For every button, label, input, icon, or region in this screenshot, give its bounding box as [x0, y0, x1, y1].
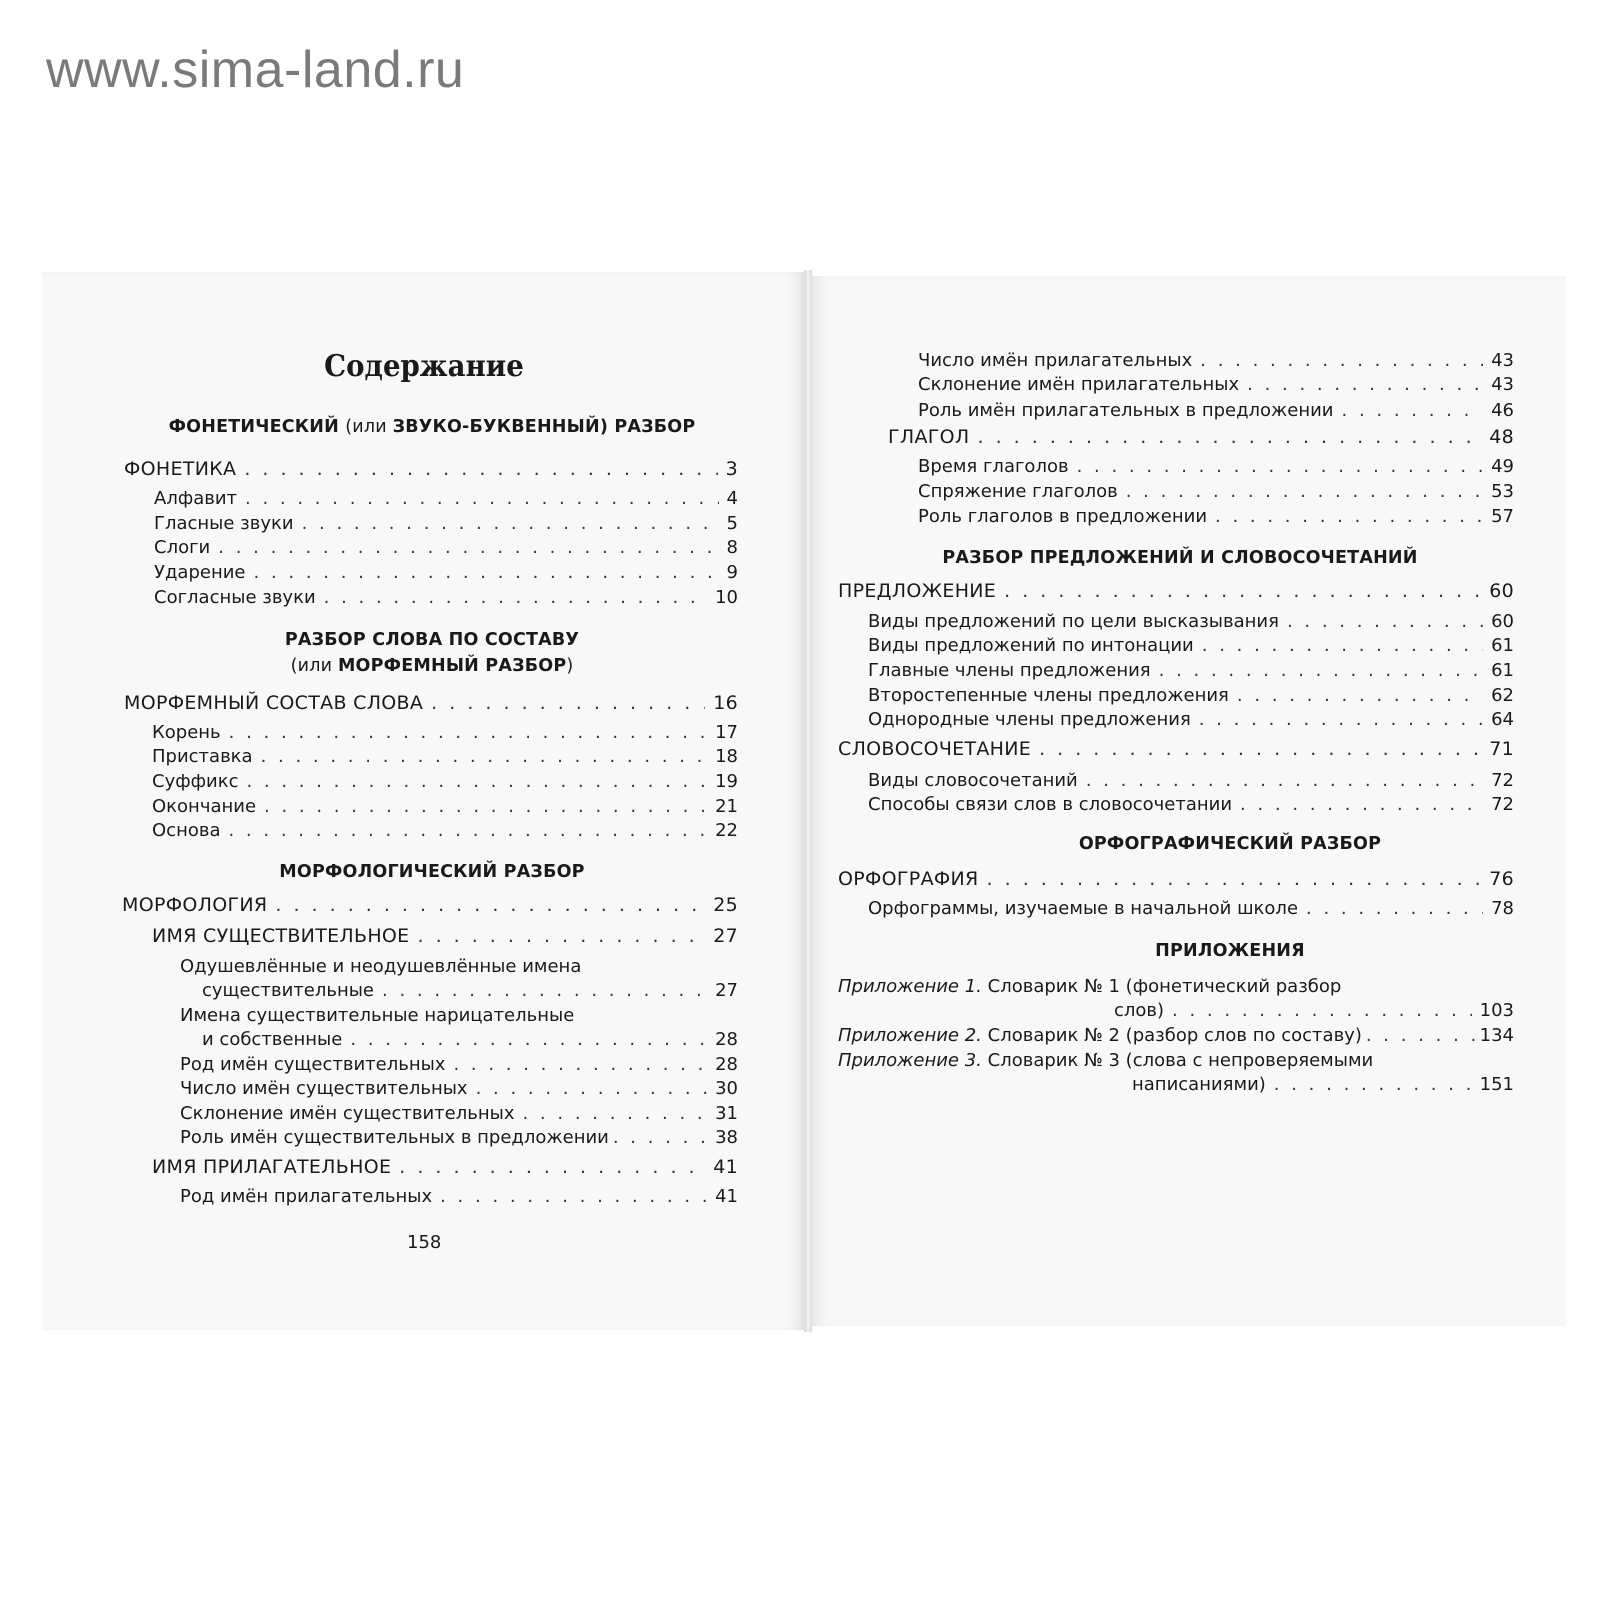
section-orthographic: ОРФОГРАФИЧЕСКИЙ РАЗБОР	[1078, 834, 1382, 854]
toc-entry-page: 43	[1491, 374, 1514, 395]
toc-entry-label: Склонение имён существительных	[180, 1103, 515, 1124]
toc-entry[interactable]	[122, 894, 738, 916]
toc-entry-label-line1: Имена существительные нарицательные	[180, 1005, 575, 1026]
section-phonetic-part-a: ФОНЕТИЧЕСКИЙ	[168, 417, 346, 437]
toc-entry[interactable]	[888, 426, 1514, 448]
toc-entry-label: Окончание	[152, 796, 257, 817]
toc-entry-page: 48	[1489, 426, 1514, 448]
toc-entry[interactable]	[124, 458, 738, 480]
toc-entry-page: 28	[715, 1054, 738, 1075]
page-title: Содержание	[324, 349, 524, 384]
toc-entry-page: 53	[1491, 481, 1514, 502]
site-watermark: www.sima-land.ru	[46, 41, 465, 99]
appendix-label	[838, 1025, 1362, 1047]
toc-entry-label: Время глаголов	[918, 456, 1069, 477]
toc-entry-page: 38	[715, 1127, 738, 1148]
section-phonetic	[102, 417, 762, 437]
toc-entry[interactable]	[152, 1156, 738, 1178]
toc-entry[interactable]	[152, 925, 738, 947]
appendix-prefix: Приложение 3.	[838, 1050, 982, 1071]
toc-entry-page: 41	[713, 1156, 738, 1178]
toc-entry-label: ГЛАГОЛ	[888, 426, 970, 448]
appendix-text: Словарик № 1 (фонетический разбор	[981, 976, 1342, 997]
toc-entry-label: Виды предложений по цели высказывания	[868, 611, 1279, 632]
toc-entry-label: Основа	[152, 820, 221, 841]
toc-entry-label: МОРФОЛОГИЯ	[122, 894, 268, 916]
toc-entry-page: 61	[1491, 635, 1514, 656]
toc-entry-label: Спряжение глаголов	[918, 481, 1118, 502]
toc-entry-label: Роль имён существительных в предложении	[180, 1127, 609, 1148]
toc-entry[interactable]	[180, 1078, 738, 1100]
appendix-entry[interactable]	[838, 1025, 1514, 1047]
appendix-entry[interactable]	[1132, 1074, 1514, 1096]
toc-entry[interactable]	[868, 770, 1514, 792]
toc-entry[interactable]	[180, 1127, 738, 1149]
toc-entry-label: Гласные звуки	[154, 513, 294, 534]
toc-entry-label: Род имён существительных	[180, 1054, 446, 1075]
toc-entry[interactable]	[154, 537, 738, 559]
section-morphemic: РАЗБОР СЛОВА ПО СОСТАВУ	[284, 630, 580, 650]
toc-entry-label: Корень	[152, 722, 221, 743]
appendix-label: написаниями)	[1132, 1074, 1266, 1095]
toc-entry-page: 27	[713, 925, 738, 947]
right-page	[810, 276, 1566, 1326]
toc-entry[interactable]	[154, 488, 738, 510]
toc-entry-page: 4	[726, 488, 738, 509]
toc-entry[interactable]	[180, 1103, 738, 1125]
toc-entry-label: ИМЯ ПРИЛАГАТЕЛЬНОЕ	[152, 1156, 392, 1178]
toc-entry[interactable]	[152, 746, 738, 768]
toc-entry[interactable]	[838, 580, 1514, 602]
appendix-line1	[838, 1050, 1373, 1072]
toc-entry[interactable]	[180, 1054, 738, 1076]
section-morphemic-sub	[102, 656, 762, 676]
toc-entry-page: 3	[725, 458, 738, 480]
section-morphemic-sub-c: )	[566, 656, 574, 676]
toc-entry-label: Суффикс	[152, 771, 239, 792]
toc-entry-label: Ударение	[154, 562, 246, 583]
toc-entry[interactable]	[154, 562, 738, 584]
toc-entry[interactable]	[868, 611, 1514, 633]
toc-entry-page: 57	[1491, 506, 1514, 527]
toc-entry[interactable]	[918, 350, 1514, 372]
toc-entry[interactable]	[868, 898, 1514, 920]
appendix-page: 151	[1479, 1074, 1514, 1095]
toc-entry-page: 62	[1491, 685, 1514, 706]
toc-entry[interactable]	[152, 722, 738, 744]
toc-entry-label: Роль глаголов в предложении	[918, 506, 1208, 527]
toc-entry[interactable]	[868, 635, 1514, 657]
toc-entry-label: МОРФЕМНЫЙ СОСТАВ СЛОВА	[124, 692, 424, 714]
toc-entry[interactable]	[868, 685, 1514, 707]
toc-entry-label: ОРФОГРАФИЯ	[838, 868, 979, 890]
toc-entry-label: Алфавит	[154, 488, 238, 509]
toc-entry[interactable]	[202, 1029, 738, 1051]
section-phonetic-part-b: (или	[345, 417, 393, 437]
toc-entry-page: 25	[713, 894, 738, 916]
toc-entry[interactable]	[152, 771, 738, 793]
toc-entry-page: 27	[715, 980, 738, 1001]
toc-entry-page: 72	[1491, 794, 1514, 815]
toc-entry-page: 8	[726, 537, 738, 558]
toc-entry-page: 72	[1491, 770, 1514, 791]
toc-entry-page: 10	[715, 587, 738, 608]
toc-entry-label: Способы связи слов в словосочетании	[868, 794, 1233, 815]
toc-entry-page: 61	[1491, 660, 1514, 681]
toc-entry-page: 43	[1491, 350, 1514, 371]
toc-entry[interactable]	[868, 794, 1514, 816]
toc-entry-page: 22	[715, 820, 738, 841]
section-appendices: ПРИЛОЖЕНИЯ	[1155, 941, 1305, 961]
section-morphemic-sub-b: МОРФЕМНЫЙ РАЗБОР	[337, 656, 567, 676]
toc-entry[interactable]	[918, 506, 1514, 528]
toc-entry-page: 16	[713, 692, 738, 714]
toc-entry-label: ИМЯ СУЩЕСТВИТЕЛЬНОЕ	[152, 925, 410, 947]
toc-entry-label: ПРЕДЛОЖЕНИЕ	[838, 580, 997, 602]
section-morphemic-sub-a: (или	[290, 656, 338, 676]
toc-entry-page: 31	[715, 1103, 738, 1124]
toc-entry-page: 46	[1491, 400, 1514, 421]
toc-entry[interactable]	[868, 709, 1514, 731]
toc-entry[interactable]	[152, 820, 738, 842]
toc-entry[interactable]	[918, 481, 1514, 503]
toc-entry[interactable]	[838, 738, 1514, 760]
toc-entry[interactable]	[868, 660, 1514, 682]
toc-entry-label: Склонение имён прилагательных	[918, 374, 1240, 395]
toc-entry-label: СЛОВОСОЧЕТАНИЕ	[838, 738, 1032, 760]
toc-entry[interactable]	[918, 400, 1514, 422]
toc-entry-label: Род имён прилагательных	[180, 1186, 433, 1207]
section-sentences: РАЗБОР ПРЕДЛОЖЕНИЙ И СЛОВОСОЧЕТАНИЙ	[942, 548, 1418, 568]
toc-entry-page: 64	[1491, 709, 1514, 730]
toc-entry-label: Виды предложений по интонации	[868, 635, 1194, 656]
toc-entry[interactable]	[152, 796, 738, 818]
appendix-page: 134	[1479, 1025, 1514, 1046]
appendix-label: слов)	[1114, 1000, 1165, 1021]
toc-entry-label: Слоги	[154, 537, 211, 558]
toc-entry[interactable]	[918, 456, 1514, 478]
toc-entry-label: ФОНЕТИКА	[124, 458, 237, 480]
appendix-line1	[838, 976, 1341, 998]
toc-entry-label-line1: Одушевлённые и неодушевлённые имена	[180, 956, 582, 977]
toc-entry-label: Главные члены предложения	[868, 660, 1151, 681]
toc-entry-page: 17	[715, 722, 738, 743]
toc-entry-page: 19	[715, 771, 738, 792]
toc-entry-page: 41	[715, 1186, 738, 1207]
appendix-entry[interactable]	[1114, 1000, 1514, 1022]
section-morphological: МОРФОЛОГИЧЕСКИЙ РАЗБОР	[279, 862, 585, 882]
toc-entry-page: 30	[715, 1078, 738, 1099]
appendix-text: Словарик № 3 (слова с непроверяемыми	[981, 1050, 1374, 1071]
toc-entry-page: 49	[1491, 456, 1514, 477]
toc-entry-page: 60	[1491, 611, 1514, 632]
toc-entry-page: 9	[726, 562, 738, 583]
toc-entry-page: 60	[1489, 580, 1514, 602]
toc-entry-page: 18	[715, 746, 738, 767]
left-page	[42, 272, 806, 1330]
toc-entry-label: Согласные звуки	[154, 587, 316, 608]
toc-entry-page: 78	[1491, 898, 1514, 919]
toc-entry[interactable]	[154, 513, 738, 535]
appendix-prefix: Приложение 2.	[838, 1025, 982, 1046]
toc-entry[interactable]	[838, 868, 1514, 890]
toc-entry[interactable]	[918, 374, 1514, 396]
toc-entry-page: 28	[715, 1029, 738, 1050]
toc-entry-label: Орфограммы, изучаемые в начальной школе	[868, 898, 1299, 919]
toc-entry-label: Роль имён прилагательных в предложении	[918, 400, 1334, 421]
page-number: 158	[407, 1232, 442, 1253]
section-phonetic-part-d: ) РАЗБОР	[599, 417, 696, 437]
appendix-text: Словарик № 2 (разбор слов по составу)	[981, 1025, 1362, 1046]
toc-entry-label: Однородные члены предложения	[868, 709, 1191, 730]
toc-entry-label: Число имён прилагательных	[918, 350, 1193, 371]
appendix-prefix: Приложение 1.	[838, 976, 982, 997]
toc-entry-label: Число имён существительных	[180, 1078, 468, 1099]
toc-entry-label: и собственные	[202, 1029, 343, 1050]
toc-entry-page: 21	[715, 796, 738, 817]
toc-entry-label: Второстепенные члены предложения	[868, 685, 1229, 706]
toc-entry[interactable]	[202, 980, 738, 1002]
toc-entry[interactable]	[180, 1186, 738, 1208]
toc-entry-label: Приставка	[152, 746, 253, 767]
toc-entry-label: существительные	[202, 980, 374, 1001]
toc-entry[interactable]	[124, 692, 738, 714]
appendix-page: 103	[1479, 1000, 1514, 1021]
toc-entry-page: 71	[1489, 738, 1514, 760]
toc-entry[interactable]	[154, 587, 738, 609]
section-phonetic-part-c: ЗВУКО-БУКВЕННЫЙ	[392, 417, 600, 437]
toc-entry-label: Виды словосочетаний	[868, 770, 1078, 791]
toc-entry-page: 76	[1489, 868, 1514, 890]
toc-entry-page: 5	[726, 513, 738, 534]
